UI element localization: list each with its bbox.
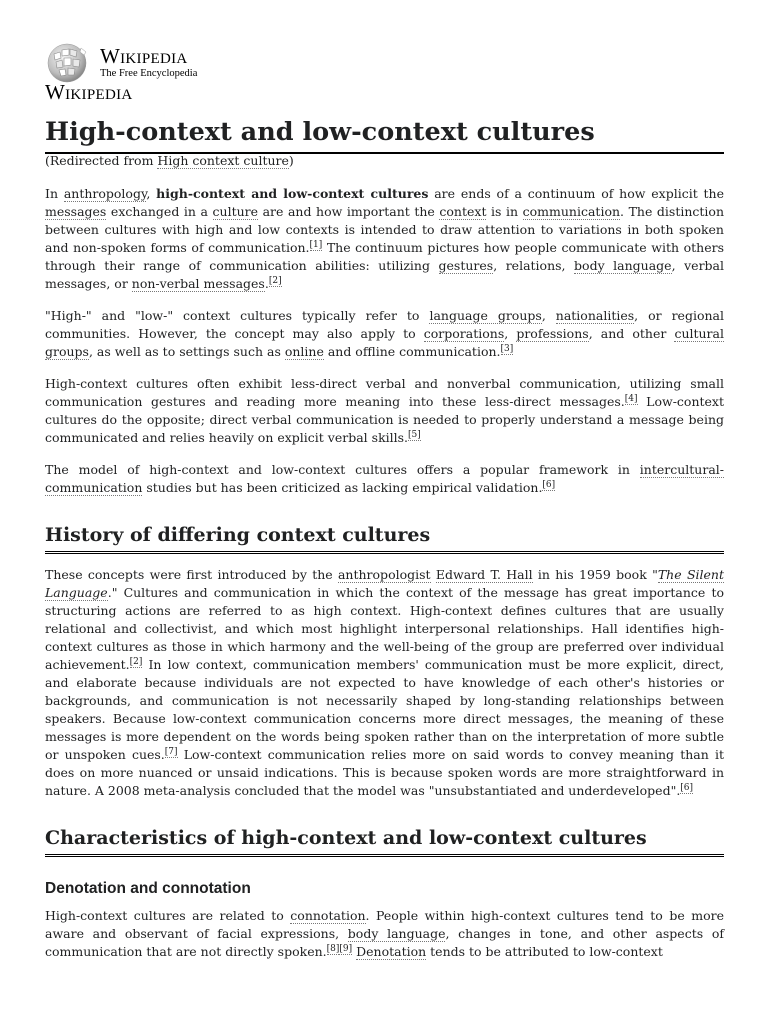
subsection-heading-denotation: Denotation and connotation: [45, 880, 251, 897]
text: is in: [486, 204, 523, 219]
section-heading-characteristics: Characteristics of high-context and low-context cultures: [45, 824, 724, 857]
link-professions[interactable]: professions: [516, 326, 589, 341]
link-non-verbal-messages[interactable]: non-verbal messages: [131, 276, 265, 291]
paragraph-history: [45, 566, 724, 800]
link-language-groups[interactable]: language groups: [429, 308, 542, 323]
text: , relations,: [493, 258, 575, 273]
reference-link[interactable]: [5]: [408, 429, 421, 440]
link-edward-t-hall[interactable]: Edward T. Hall: [435, 567, 533, 582]
text: , or regional communities. However, the concept may also apply to: [45, 308, 724, 341]
text: .": [107, 585, 118, 600]
text: High-context cultures are related to: [45, 908, 291, 923]
link-context[interactable]: context: [439, 204, 487, 219]
link-body-language[interactable]: body language: [574, 258, 672, 273]
reference-link[interactable]: [3]: [500, 343, 514, 354]
text: Low-context communication relies more on said words to convey meaning than it does on more nuanced or unsaid indications. This is because spoken words are more straightforward in nature. A 2008 meta-analysis concluded that the model was "unsubstantiated and underdeveloped".: [45, 747, 724, 798]
link-anthropology[interactable]: anthropology: [63, 186, 147, 201]
paragraph-intro: [45, 185, 724, 293]
page-title: High-context and low-context cultures: [45, 112, 724, 154]
link-denotation[interactable]: Denotation: [356, 944, 427, 959]
text: In low context, communication members' communication must be more explicit, direct, and elaborate because individuals are not expected to have knowledge of each other's histories or backgrounds, and communication is not necessarily shaped by long-standing relationships between speakers. Because low-context communication concerns more direct messages, the meaning of these messages is more dependent on the words being spoken rather than on the interpretation of more subtle or unspoken cues.: [45, 657, 724, 762]
text: , and other: [588, 326, 675, 341]
link-online[interactable]: online: [284, 344, 324, 359]
text: . The distinction between cultures with high and low contexts is intended to draw attention to variations in both spoken and non-spoken forms of communication.: [45, 204, 725, 255]
wikipedia-tagline: The Free Encyclopedia: [100, 68, 198, 79]
bold-term: high-context and low-context cultures: [156, 186, 429, 201]
text: studies but has been criticized as lacking empirical validation.: [142, 480, 543, 495]
reference-link[interactable]: [2]: [268, 275, 282, 286]
link-communication[interactable]: communication: [522, 204, 621, 219]
text: High-context cultures often exhibit less-direct verbal and nonverbal communication, utilizing small communication gestures and reading more meaning into these less-direct messages.: [45, 376, 724, 409]
text: ": [652, 567, 658, 582]
link-gestures[interactable]: gestures: [438, 258, 494, 273]
text: , changes in tone, and other aspects of communication that are not directly spoken.: [45, 926, 724, 959]
reference-link[interactable]: [6]: [542, 479, 556, 490]
link-connotation[interactable]: connotation: [290, 908, 366, 923]
paragraph-denotation: [45, 907, 724, 961]
reference-link[interactable]: [9]: [339, 943, 353, 954]
text: in his 1959 book: [532, 567, 653, 582]
reference-link[interactable]: [8]: [326, 943, 340, 954]
wikipedia-wordmark: Wikipedia: [100, 44, 188, 68]
link-corporations[interactable]: corporations: [423, 326, 505, 341]
text: These concepts were first introduced by the: [45, 567, 338, 582]
wikipedia-wordmark-second: Wikipedia: [45, 80, 133, 104]
wikipedia-globe-icon: [45, 42, 91, 84]
text: are ends of a continuum of how explicit the: [428, 186, 724, 201]
text: The continuum pictures how people communicate with others through their range of communication abilities: utilizing: [45, 240, 724, 273]
reference-link[interactable]: [7]: [164, 746, 178, 757]
paragraph-scope: [45, 307, 724, 361]
link-anthropologist[interactable]: anthropologist: [337, 567, 431, 582]
link-intercultural-communication[interactable]: intercultural-communication: [45, 462, 724, 495]
section-heading-history: History of differing context cultures: [45, 521, 724, 554]
text: , verbal messages, or: [45, 258, 724, 291]
text: ,: [504, 326, 517, 341]
paragraph-high-low: [45, 375, 724, 447]
redirect-notice: [45, 152, 294, 170]
paragraph-model: [45, 461, 724, 497]
redirect-prefix: (Redirected from: [45, 153, 158, 168]
link-messages[interactable]: messages: [45, 204, 107, 219]
text: ,: [541, 308, 556, 323]
article-body: [45, 185, 724, 975]
link-culture[interactable]: culture: [212, 204, 259, 219]
reference-link[interactable]: [6]: [680, 782, 694, 793]
text: The model of high-context and low-context cultures offers a popular framework in: [45, 462, 640, 477]
text: Cultures and communication in which the context of the message has great importance to structuring actions are referred to as high context. High-context defines cultures that are usually relational and collectivist, and which most highlight interpersonal relationships. Hall identifies high-context cultures as those in which harmony and the well-being of the group are preferred over individual achievement.: [45, 585, 724, 672]
reference-link[interactable]: [4]: [624, 393, 638, 404]
reference-link[interactable]: [2]: [129, 656, 143, 667]
text: Low-context cultures do the opposite; direct verbal communication is needed to properly understand a message being communicated and relies heavily on explicit verbal skills.: [45, 394, 724, 445]
text: "High-" and "low-" context cultures typically refer to: [45, 308, 430, 323]
text: , as well as to settings such as: [88, 344, 285, 359]
text: tends to be attributed to low-context: [426, 944, 663, 959]
text: . People within high-context cultures tend to be more aware and observant of facial expressions,: [45, 908, 724, 941]
text: and offline communication.: [323, 344, 501, 359]
reference-link[interactable]: [1]: [309, 239, 323, 250]
text: ,: [146, 186, 157, 201]
redirect-link[interactable]: High context culture: [157, 153, 289, 168]
link-nationalities[interactable]: nationalities: [555, 308, 635, 323]
text: .: [264, 276, 269, 291]
text: exchanged in a: [106, 204, 213, 219]
redirect-suffix: ): [288, 153, 294, 168]
link-cultural-groups[interactable]: cultural groups: [45, 326, 724, 359]
text: are and how important the: [258, 204, 440, 219]
text: In: [45, 186, 64, 201]
link-body-language[interactable]: body language: [347, 926, 446, 941]
link-the-silent-language[interactable]: The Silent Language: [45, 567, 724, 600]
